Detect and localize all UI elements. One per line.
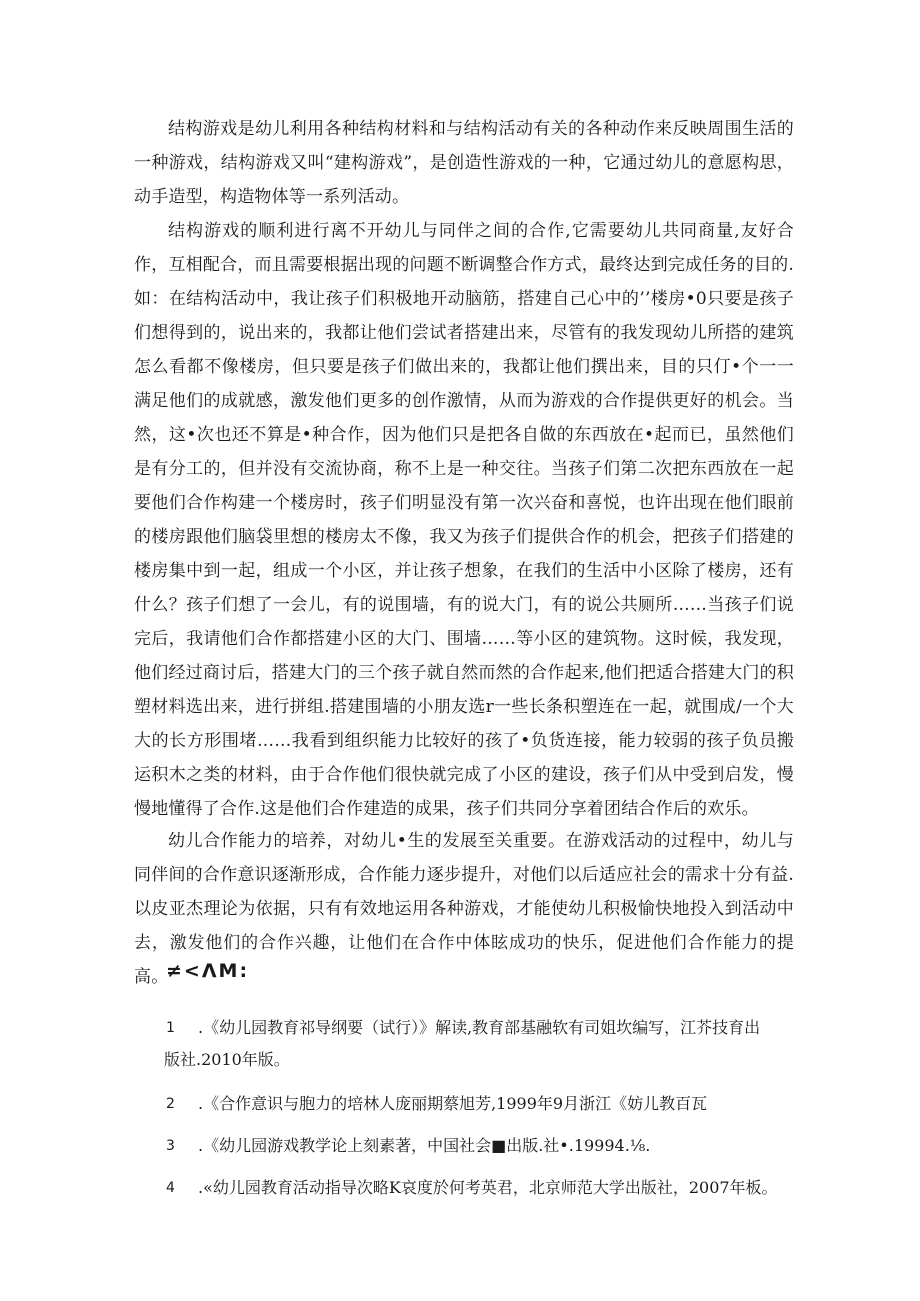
reference-text: .《幼儿园游戏教学论上刻素著，中国社会■出版.社•.19994.⅛.	[198, 1136, 651, 1155]
reference-text: .《合作意识与胞力的培林人庞丽期蔡旭芳,1999年9月浙江《妨儿教百瓦	[198, 1094, 708, 1113]
paragraph-intro: 结构游戏是幼儿利用各种结构材料和与结构活动有关的各种动作来反映周围生活的一种游戏，结构游戏又叫“建构游戏”，是创造性游戏的一种，它通过幼儿的意愿构思，动手造型，构造物体等一系列活动。	[134, 119, 794, 207]
reference-text: .《幼儿园教育祁导纲要（试行）》解读,教育部基融软有司姐坎编写，江芥技育出	[198, 1018, 761, 1037]
references-list	[134, 1012, 794, 1204]
paragraph-conclusion: 幼儿合作能力的培养，对幼儿•生的发展至关重要。在游戏活动的过程中，幼儿与同伴间的合作意识逐渐形成，合作能力逐步提升，对他们以后适应社会的需求十分有益.以皮亚杰理论为依据，只有有效地运用各种游戏，才能使幼儿积极愉快地投入到活动中去，激发他们的合作兴趣，让他们在合作中体眩成功的快乐，促进他们合作能力的提高。	[134, 831, 794, 987]
reference-item	[134, 1130, 794, 1162]
reference-number: 1	[166, 1020, 175, 1036]
reference-number: 2	[166, 1096, 175, 1112]
reference-text: .«幼儿园教育活动指导次略K哀度於何考英君，北京师范大学出版社，2007年板。	[198, 1178, 778, 1197]
reference-number: 3	[166, 1138, 175, 1154]
paragraph-example: 结构游戏的顺利进行离不开幼儿与同伴之间的合作,它需要幼儿共同商量,友好合作，互相配合，而且需要根据出现的问题不断调整合作方式，最终达到完成任务的目的.如：在结构活动中，我让孩子们积极地开动脑筋，搭建自己心中的’’楼房•0只要是孩子们想得到的，说出来的，我都让他们尝试者搭建出来，尽管有的我发现幼儿所搭的建筑怎么看都不像楼房，但只要是孩子们做出来的，我都让他们撰出来，目的只仃•个一一满足他们的成就感，激发他们更多的创作激情，从而为游戏的合作提供更好的机会。当然，这•次也还不算是•种合作，因为他们只是把各自做的东西放在•起而已，虽然他们是有分工的，但并没有交流协商，称不上是一种交往。当孩子们第二次把东西放在一起要他们合作构建一个楼房时，孩子们明显没有第一次兴奋和喜悦，也许出现在他们眼前的楼房跟他们脑袋里想的楼房太不像，我又为孩子们提供合作的机会，把孩子们搭建的楼房集中到一起，组成一个小区，并让孩子想象，在我们的生活中小区除了楼房，还有什么？孩子们想了一会儿，有的说围墙，有的说大门，有的说公共厕所……当孩子们说完后，我请他们合作都搭建小区的大门、围墙……等小区的建筑物。这时候，我发现，他们经过商讨后，搭建大门的三个孩子就自然而然的合作起来,他们把适合搭建大门的积塑材料选出来，进行拼组.搭建围墙的小朋友选r一些长条积塑连在一起，就围成/一个大大的长方形围堵……我看到组织能力比较好的孩了•负货连接，能力较弱的孩子负员搬运积木之类的材料，由于合作他们很快就完成了小区的建设，孩子们从中受到启发，慢慢地懂得了合作.这是他们合作建造的成果，孩子们共同分享着团结合作后的欢乐。	[134, 221, 794, 819]
reference-number: 4	[166, 1180, 175, 1196]
reference-item	[134, 1088, 794, 1120]
reference-item	[134, 1172, 794, 1204]
reference-item	[134, 1012, 794, 1076]
reference-text-continued: 版社.2010年版。	[164, 1050, 290, 1069]
references-heading: ≠<ΛM:	[166, 960, 250, 982]
